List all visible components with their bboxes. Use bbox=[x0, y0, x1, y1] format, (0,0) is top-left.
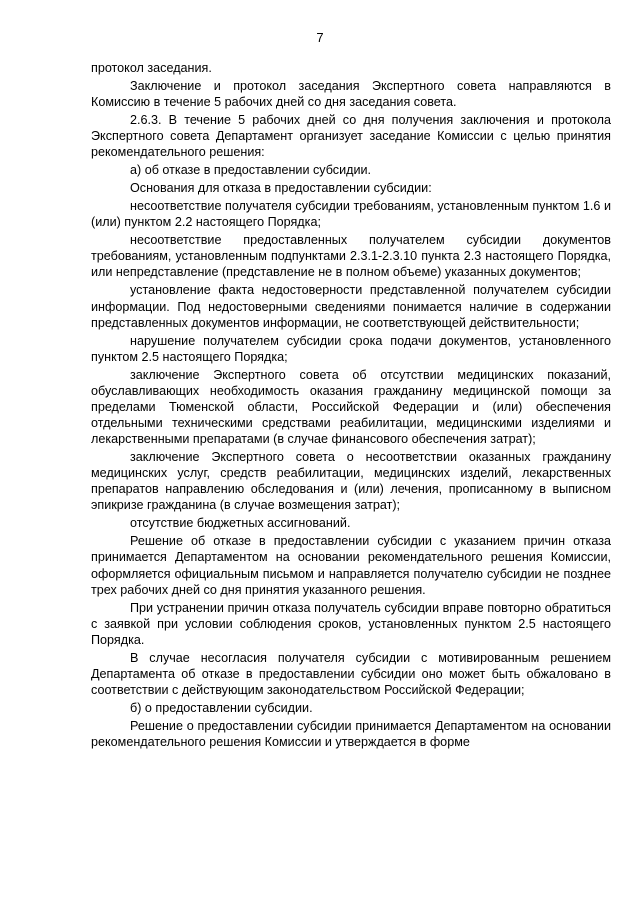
refusal-ground: заключение Экспертного совета об отсутствии медицинских показаний, обуславливающих необходимость оказания гражданину медицинской помощи за пределами Тюменской области, Российской Федерации и (или) обеспечения отдельными техническими средствами реабилитации, медицинскими изделиями и лекарственными препаратами (в случае финансового обеспечения затрат); bbox=[91, 367, 611, 447]
refusal-ground: нарушение получателем субсидии срока подачи документов, установленного пунктом 2.5 настоящего Порядка; bbox=[91, 333, 611, 364]
refusal-ground: заключение Экспертного совета о несоответствии оказанных гражданину медицинских услуг, средств реабилитации, медицинских изделий, лекарственных препаратов направлению обследования и (или) лечения, прописанному в выписном эпикризе гражданина (в случае возмещения затрат); bbox=[91, 450, 611, 513]
refusal-grounds-heading: Основания для отказа в предоставлении субсидии: bbox=[130, 181, 432, 196]
page-number: 7 bbox=[316, 30, 324, 45]
subitem-a-refusal: а) об отказе в предоставлении субсидии. bbox=[130, 163, 372, 178]
refusal-ground: несоответствие предоставленных получателем субсидии документов требованиям, установленным подпунктами 2.3.1-2.3.10 пункта 2.3 настоящего Порядка, или непредставление (представление не в полном объеме) указанных документов; bbox=[91, 233, 611, 280]
paragraph: В случае несогласия получателя субсидии с мотивированным решением Департамента об отказе в предоставлении субсидии оно может быть обжаловано в соответствии с действующим законодательством Российской Федерации; bbox=[91, 650, 611, 697]
refusal-ground: несоответствие получателя субсидии требованиям, установленным пунктом 1.6 и (или) пунктом 2.2 настоящего Порядка; bbox=[91, 199, 611, 230]
paragraph: Решение об отказе в предоставлении субсидии с указанием причин отказа принимается Департаментом на основании рекомендательного решения Комиссии, оформляется официальным письмом и направляется получателю субсидии не позднее трех рабочих дней со дня принятия указанного решения. bbox=[91, 534, 611, 597]
paragraph: Заключение и протокол заседания Экспертного совета направляются в Комиссию в течение 5 рабочих дней со дня заседания совета. bbox=[91, 78, 611, 110]
paragraph: При устранении причин отказа получатель субсидии вправе повторно обратиться с заявкой при условии соблюдения сроков, установленных пунктом 2.5 настоящего Порядка. bbox=[91, 600, 611, 647]
document-body bbox=[91, 60, 611, 752]
subitem-b-grant: б) о предоставлении субсидии. bbox=[130, 700, 313, 715]
refusal-ground: установление факта недостоверности представленной получателем субсидии информации. Под недостоверными сведениями понимается наличие в содержании представленных документов информации, не соответствующей действительности; bbox=[91, 283, 611, 330]
section-2-6-3: 2.6.3. В течение 5 рабочих дней со дня получения заключения и протокола Экспертного совета Департамент организует заседание Комиссии с целью принятия рекомендательного решения: bbox=[91, 113, 611, 160]
refusal-ground: отсутствие бюджетных ассигнований. bbox=[130, 516, 351, 531]
paragraph-continuation: протокол заседания. bbox=[91, 61, 212, 75]
paragraph: Решение о предоставлении субсидии принимается Департаментом на основании рекомендательного решения Комиссии и утверждается в форме bbox=[91, 718, 611, 749]
